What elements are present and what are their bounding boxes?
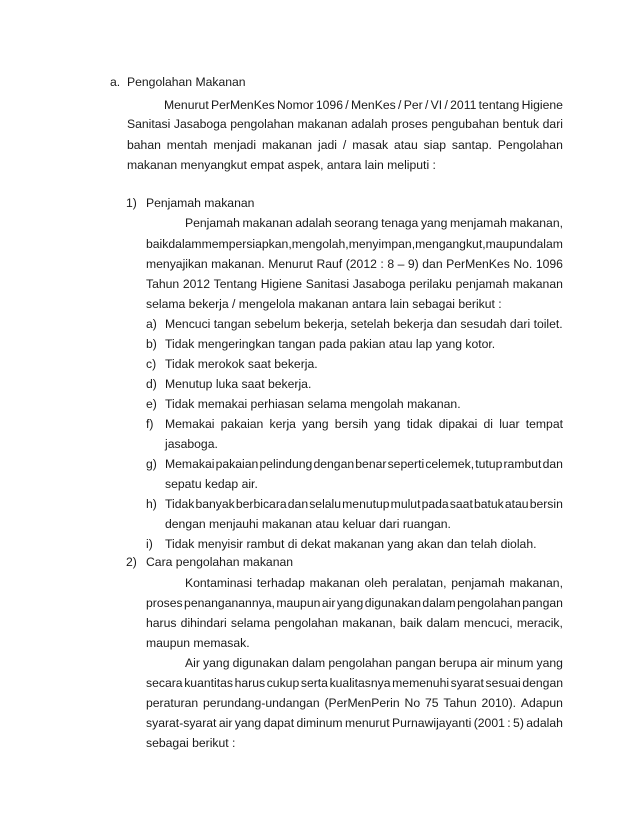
paragraph-line: harus dihindari selama pengolahan makanan, baik dalam mencuci, meracik, xyxy=(146,616,563,630)
item-title: Penjamah makanan xyxy=(146,196,255,210)
list-label: e) xyxy=(146,397,157,411)
intro-line: bahan mentah menjadi makanan jadi / masak atau siap santap. Pengolahan xyxy=(127,138,563,152)
item-number: 2) xyxy=(126,555,137,569)
list-item: Tidak banyak berbicara dan selalu menutup mulut pada saat batuk atau bersin xyxy=(165,497,563,511)
item-title: Cara pengolahan makanan xyxy=(146,555,294,569)
list-label: d) xyxy=(146,377,157,391)
paragraph-line: syarat-syarat air yang dapat diminum menurut Purnawijayanti (2001 : 5) adalah xyxy=(146,716,563,730)
intro-line: Sanitasi Jasaboga pengolahan makanan adalah proses pengubahan bentuk dari xyxy=(127,117,563,131)
list-item: Tidak mengeringkan tangan pada pakian atau lap yang kotor. xyxy=(165,337,496,351)
paragraph-line: menyajikan makanan. Menurut Rauf (2012 : 8 – 9) dan PerMenKes No. 1096 xyxy=(146,257,563,271)
paragraph-line: Tahun 2012 Tentang Higiene Sanitasi Jasaboga perilaku penjamah makanan xyxy=(146,277,563,291)
list-item-continuation: sepatu kedap air. xyxy=(165,477,258,491)
item-number: 1) xyxy=(126,196,137,210)
list-item: Tidak menyisir rambut di dekat makanan yang akan dan telah diolah. xyxy=(165,537,537,551)
list-item: Menutup luka saat bekerja. xyxy=(165,377,312,391)
intro-line: makanan menyangkut empat aspek, antara lain meliputi : xyxy=(127,158,436,172)
paragraph-line: sebagai berikut : xyxy=(146,736,236,750)
section-label: a. xyxy=(110,75,121,89)
paragraph-line: maupun memasak. xyxy=(146,636,250,650)
list-label: g) xyxy=(146,457,157,471)
list-label: c) xyxy=(146,357,157,371)
list-item: Tidak memakai perhiasan selama mengolah makanan. xyxy=(165,397,461,411)
list-label: f) xyxy=(146,417,154,431)
paragraph-line: Kontaminasi terhadap makanan oleh peralatan, penjamah makanan, xyxy=(185,576,563,590)
list-item-continuation: dengan menjauhi makanan atau keluar dari ruangan. xyxy=(165,517,451,531)
list-item: Tidak merokok saat bekerja. xyxy=(165,357,318,371)
paragraph-line: secara kuantitas harus cukup serta kualitasnya memenuhi syarat sesuai dengan xyxy=(146,676,563,690)
list-label: a) xyxy=(146,317,157,331)
paragraph-line: baik dalam mempersiapkan, mengolah, menyimpan, mengangkut, maupun dalam xyxy=(146,237,563,251)
list-item-continuation: jasaboga. xyxy=(165,437,218,451)
paragraph-line: peraturan perundang-undangan (PerMenPerin No 75 Tahun 2010). Adapun xyxy=(146,696,563,710)
list-item: Memakai pakaian kerja yang bersih yang tidak dipakai di luar tempat xyxy=(165,417,563,431)
list-item: Mencuci tangan sebelum bekerja, setelah bekerja dan sesudah dari toilet. xyxy=(165,317,563,331)
paragraph-line: selama bekerja / mengelola makanan antara lain sebagai berikut : xyxy=(146,297,502,311)
section-title: Pengolahan Makanan xyxy=(127,75,246,89)
paragraph-line: Air yang digunakan dalam pengolahan pangan berupa air minum yang xyxy=(185,656,563,670)
list-label: b) xyxy=(146,337,157,351)
list-label: h) xyxy=(146,497,157,511)
paragraph-line: Penjamah makanan adalah seorang tenaga yang menjamah makanan, xyxy=(185,216,563,230)
paragraph-line: proses penanganannya, maupun air yang digunakan dalam pengolahan pangan xyxy=(146,596,563,610)
list-label: i) xyxy=(146,537,153,551)
intro-line: Menurut PerMenKes Nomor 1096 / MenKes / Per / VI / 2011 tentang Higiene xyxy=(164,98,563,112)
list-item: Memakai pakaian pelindung dengan benar seperti celemek, tutup rambut dan xyxy=(165,457,563,471)
